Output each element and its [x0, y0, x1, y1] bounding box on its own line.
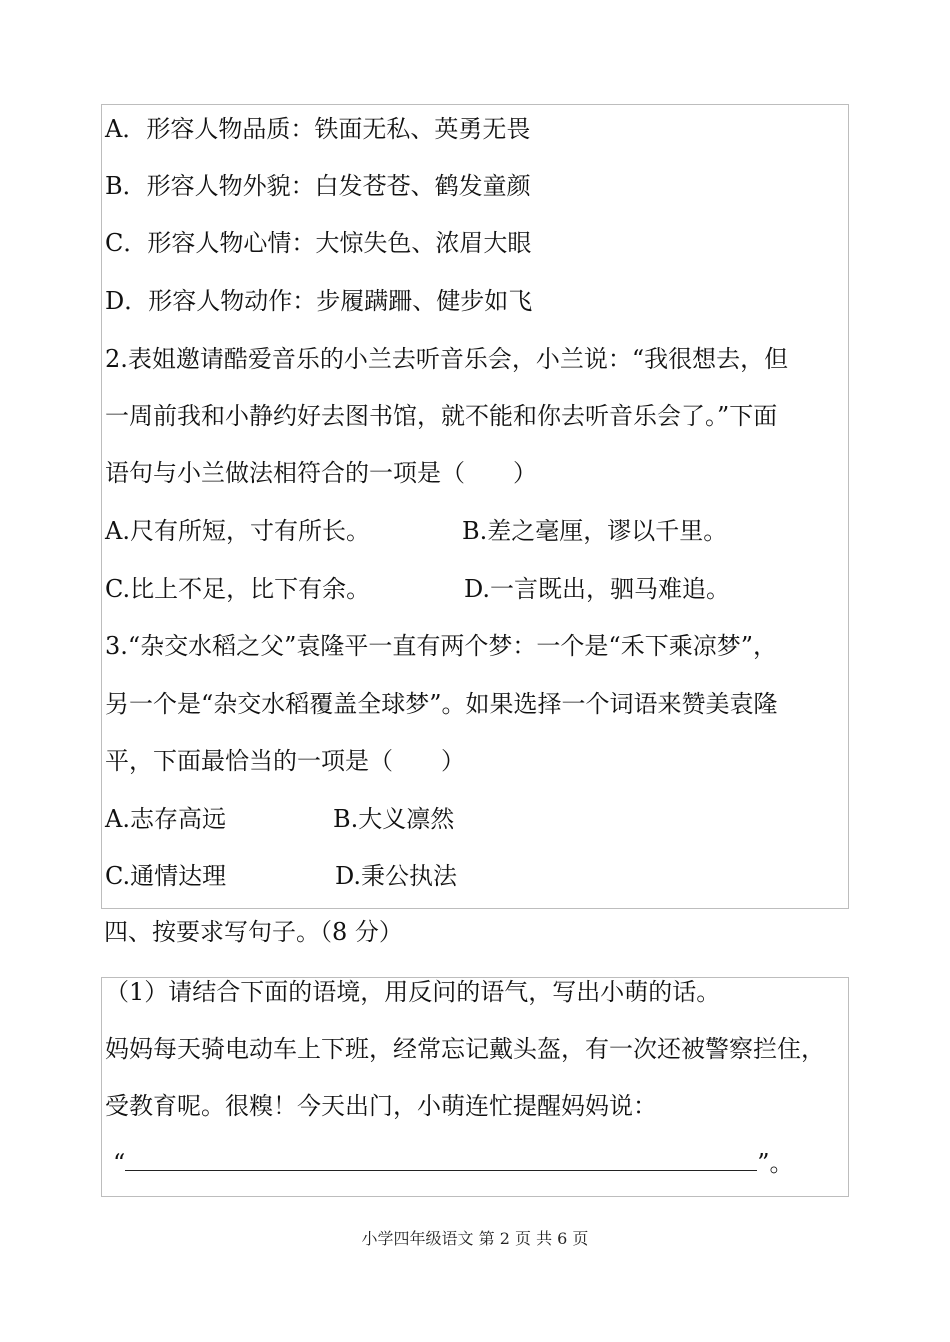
question-3-line-2: 另一个是“杂交水稻覆盖全球梦”。如果选择一个词语来赞美袁隆	[105, 690, 778, 718]
question-2-option-c: C.比上不足，比下有余。	[105, 575, 371, 603]
question-3-option-a: A.志存高远	[105, 805, 226, 833]
option-d: D．形容人物动作：步履蹒跚、健步如飞	[105, 287, 533, 315]
question-2-option-b: B.差之毫厘，谬以千里。	[462, 517, 728, 545]
question-3-option-b: B.大义凛然	[333, 805, 455, 833]
question-2-line-3: 语句与小兰做法相符合的一项是（ ）	[105, 459, 537, 487]
answer-close-quote: ”。	[757, 1149, 794, 1177]
page-footer: 小学四年级语文 第 2 页 共 6 页	[361, 1229, 589, 1248]
option-a: A．形容人物品质：铁面无私、英勇无畏	[105, 115, 531, 143]
option-c: C．形容人物心情：大惊失色、浓眉大眼	[105, 229, 532, 257]
question-3-option-d: D.秉公执法	[335, 862, 458, 890]
answer-blank[interactable]	[125, 1148, 757, 1171]
question-2-line-2: 一周前我和小静约好去图书馆，就不能和你去听音乐会了。”下面	[105, 402, 778, 430]
question-box-1	[101, 104, 849, 909]
question-3-line-3: 平，下面最恰当的一项是（ ）	[105, 747, 465, 775]
option-b: B．形容人物外貌：白发苍苍、鹤发童颜	[105, 172, 531, 200]
section-4-q1-context-2: 受教育呢。很糗！今天出门，小萌连忙提醒妈妈说：	[105, 1092, 657, 1120]
question-2-option-a: A.尺有所短，寸有所长。	[105, 517, 370, 545]
question-3-line-1: 3.“杂交水稻之父”袁隆平一直有两个梦：一个是“禾下乘凉梦”，	[105, 632, 777, 660]
question-3-option-c: C.通情达理	[105, 862, 227, 890]
question-2-line-1: 2.表姐邀请酷爱音乐的小兰去听音乐会，小兰说：“我很想去，但	[105, 345, 789, 373]
answer-open-quote: “	[113, 1149, 126, 1177]
question-2-option-d: D.一言既出，驷马难追。	[464, 575, 731, 603]
section-4-q1-prompt: （1）请结合下面的语境，用反问的语气，写出小萌的话。	[105, 978, 721, 1006]
section-4-heading: 四、按要求写句子。（8 分）	[104, 918, 403, 946]
section-4-q1-context-1: 妈妈每天骑电动车上下班，经常忘记戴头盔，有一次还被警察拦住，	[105, 1035, 825, 1063]
answer-line	[113, 1148, 794, 1178]
